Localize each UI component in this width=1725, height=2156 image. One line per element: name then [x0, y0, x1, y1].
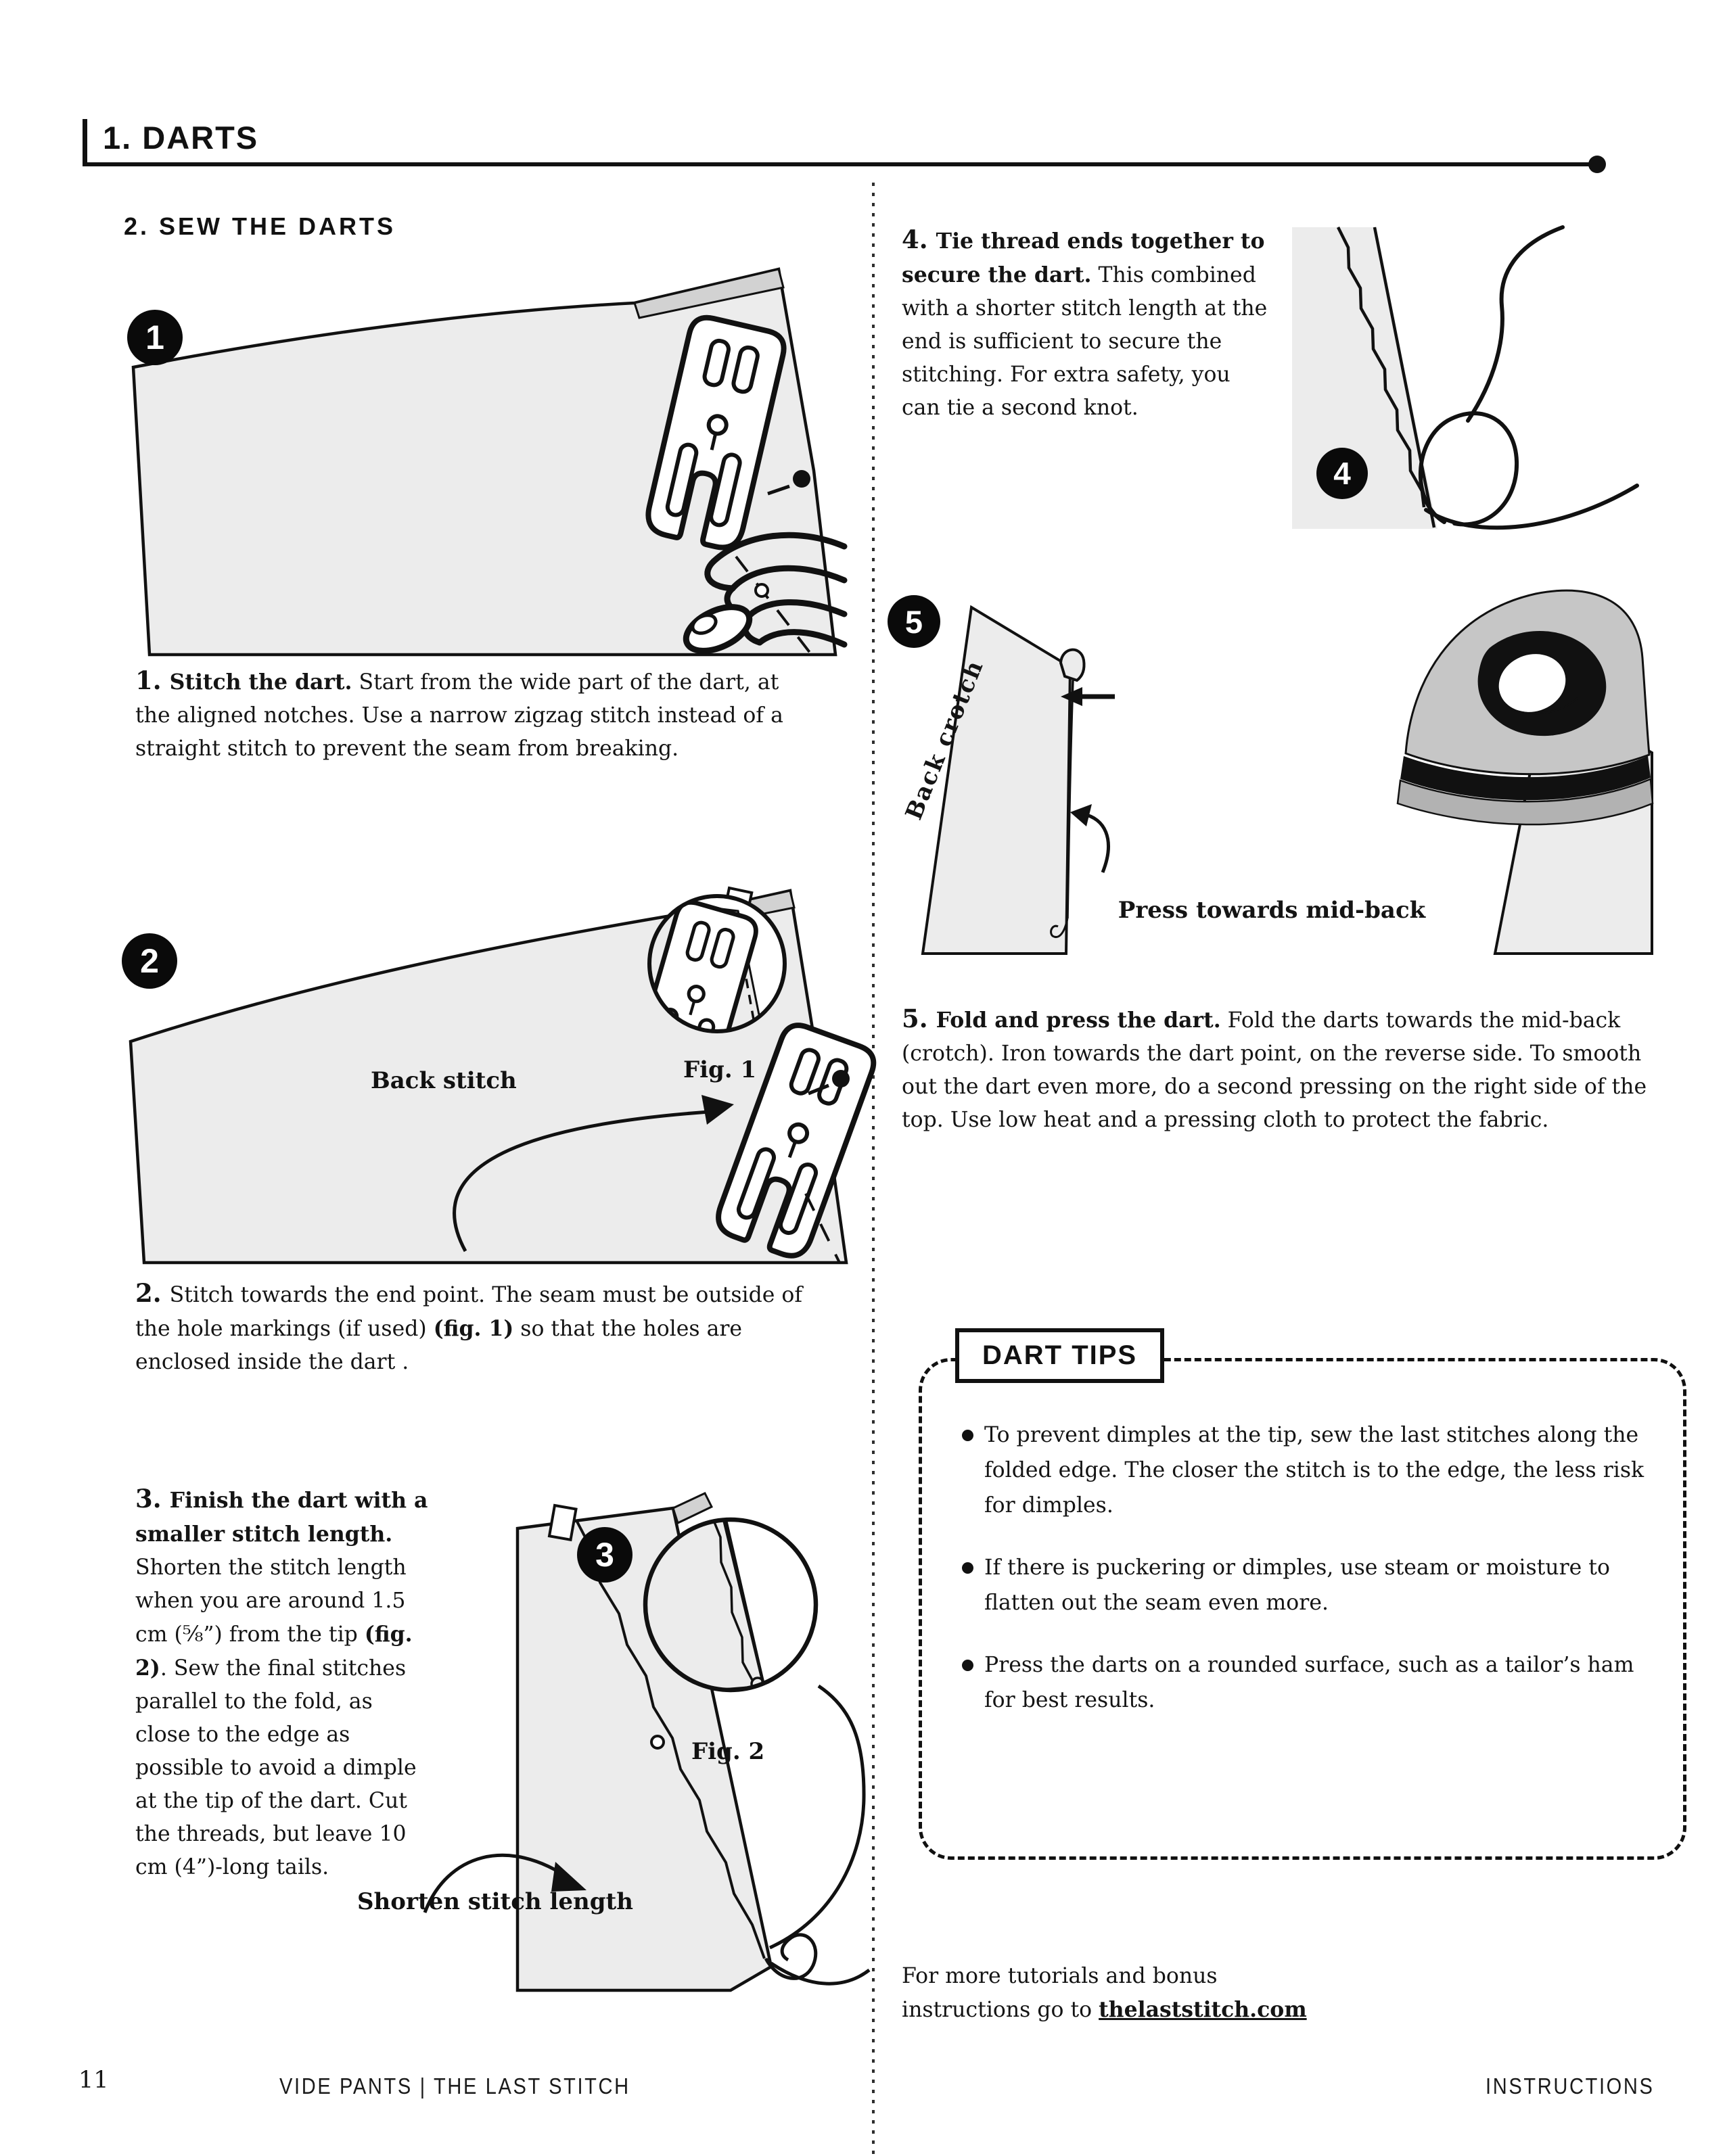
- step4-number: 4.: [902, 225, 928, 254]
- step3-number: 3.: [135, 1484, 162, 1514]
- tip-text: Press the darts on a rounded surface, such as a tailor’s ham for best results.: [984, 1653, 1634, 1712]
- hole-marking: [651, 1736, 664, 1748]
- step2-text: 2. Stitch towards the end point. The seam must be outside of the hole markings (if used) (fig. 1) so that the holes are enclosed inside the dart .: [135, 1278, 803, 1374]
- footer-section-label: INSTRUCTIONS: [1485, 2073, 1654, 2099]
- tip-text: To prevent dimples at the tip, sew the last stitches along the folded edge. The closer the stitch is to the edge, the less risk for dimples.: [984, 1423, 1644, 1518]
- thread-tails: [766, 1686, 869, 1984]
- hole-marking: [756, 584, 768, 596]
- dart-tips-title: DART TIPS: [955, 1328, 1164, 1383]
- shorten-stitch-label: Shorten stitch length: [357, 1888, 633, 1915]
- bullet-icon: [962, 1562, 973, 1574]
- more-tutorials-text: For more tutorials and bonus instructions go to thelaststitch.com: [902, 1963, 1307, 2022]
- fabric-fold-shadow: [673, 1493, 712, 1523]
- iron-icon: [1398, 590, 1653, 824]
- fig2-label: Fig. 2: [691, 1738, 765, 1765]
- step1-number: 1.: [135, 665, 162, 695]
- dart-tips-list: [962, 1417, 1645, 1745]
- tip-text: If there is puckering or dimples, use steam or moisture to flatten out the seam even more.: [984, 1555, 1610, 1615]
- footer-brand: VIDE PANTS | THE LAST STITCH: [279, 2073, 630, 2099]
- title-rule-end-dot: [1588, 156, 1606, 173]
- dart-fold-tab: [1061, 650, 1084, 680]
- illustration-step1: [124, 256, 844, 655]
- press-towards-label: Press towards mid-back: [1118, 897, 1426, 924]
- pin-dot: [832, 1070, 850, 1087]
- step2-marker: 2: [122, 933, 177, 989]
- title-rule: [83, 162, 1595, 166]
- page-number: 11: [78, 2067, 109, 2094]
- step5-marker: 5: [888, 595, 940, 648]
- fabric-left: [923, 607, 1070, 954]
- step3-marker: 3: [577, 1527, 632, 1583]
- thread-knot: [1421, 227, 1637, 528]
- step5-number: 5.: [902, 1004, 928, 1033]
- tip-item: [962, 1550, 1645, 1620]
- bullet-icon: [962, 1660, 973, 1671]
- step1-text: 1. Stitch the dart. Start from the wide part of the dart, at the aligned notches. Use a narrow zigzag stitch instead of a straight stitch to prevent the seam from breaking.: [135, 665, 783, 761]
- back-crotch-label: Back crotch: [900, 656, 990, 824]
- website-link[interactable]: thelaststitch.com: [1099, 1996, 1307, 2022]
- step4-text: 4. Tie thread ends together to secure the dart. This combined with a shorter stitch length at the end is sufficient to secure the stitching. For extra safety, you can tie a second knot.: [902, 225, 1268, 420]
- step2-number: 2.: [135, 1278, 162, 1308]
- step1-marker: 1: [127, 310, 183, 365]
- tip-item: [962, 1647, 1645, 1718]
- step5-text: 5. Fold and press the dart. Fold the darts towards the mid-back (crotch). Iron towards the dart point, on the reverse side. To smooth out the dart even more, do a second pressing on the right side of the top. Use low heat and a pressing cloth to protect the fabric.: [902, 1004, 1647, 1132]
- page-title: 1. DARTS: [103, 120, 259, 156]
- pin-dot: [793, 470, 810, 488]
- back-stitch-label: Back stitch: [371, 1067, 517, 1094]
- notch: [549, 1505, 576, 1540]
- section-title: 2. SEW THE DARTS: [124, 212, 396, 240]
- title-accent-bar: [83, 119, 87, 164]
- step3-text: 3. Finish the dart with a smaller stitch length. Shorten the stitch length when you are around 1.5 cm (⅝”) from the tip (fig. 2). Sew the final stitches parallel to the fold, as close to the edge as possible to avoid a dimple at the tip of the dart. Cut the threads, but leave 10 cm (4”)-long tails.: [135, 1484, 428, 1879]
- fig1-label: Fig. 1: [683, 1056, 757, 1083]
- press-arrow-bottom-curve: [1084, 814, 1108, 872]
- bullet-icon: [962, 1430, 973, 1441]
- step4-marker: 4: [1316, 448, 1368, 499]
- tip-item: [962, 1417, 1645, 1523]
